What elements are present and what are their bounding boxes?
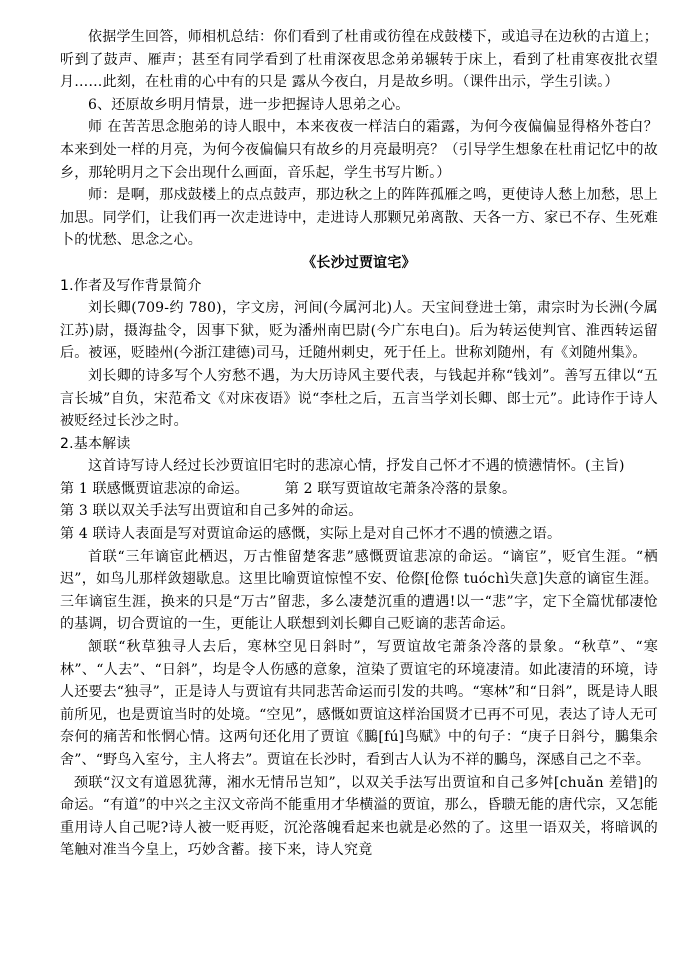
teacher-conclusion-paragraph: 师：是啊，那戍鼓楼上的点点鼓声，那边秋之上的阵阵孤雁之鸣，更使诗人愁上加愁，思上加思。同学们，让我们再一次走进诗中，走进诗人那颗兄弟离散、天各一方、家已不存、生死难卜的忧愁、思念之心。: [60, 187, 658, 249]
first-couplet-analysis: 首联“三年谪宦此栖迟，万古惟留楚客悲”感慨贾谊悲凉的命运。“谪宦”，贬官生涯。“栖迟”，如鸟儿那样敛翅歇息。这里比喻贾谊惊惶不安、伧傺[伧傺 tuóchì失意]失意的谪宦生涯。三年谪宦生涯，换来的只是“万古”留悲，多么凄楚沉重的遭遇!以一“悲”字，定下全篇忧郁凄怆的基调，切合贾谊的一生，更能让人联想到刘长卿自己贬谪的悲苦命运。: [60, 548, 658, 633]
step6-paragraph: 6、还原故乡明月情景，进一步把握诗人思弟之心。: [88, 96, 410, 113]
author-heading: 1.作者及写作背景简介: [60, 277, 202, 294]
couplet-3-summary: 第 3 联以双关手法写出贾谊和自己多舛的命运。: [60, 503, 363, 520]
author-style-paragraph: 刘长卿的诗多写个人穷愁不遇，为大历诗风主要代表，与钱起并称“钱刘”。善写五律以“五言长城”自负，宋范希文《对床夜语》说“李杜之后，五言当学刘长卿、郎士元”。此诗作于诗人被贬经过长沙之时。: [60, 367, 658, 430]
third-couplet-analysis: 颈联“汉文有道恩犹薄，湘水无情吊岂知”，以双关手法写出贾谊和自己多舛[chuǎn 差错]的命运。“有道”的中兴之主汉文帝尚不能重用才华横溢的贾谊，那么，昏聩无能的唐代宗，又怎能重用诗人自己呢?诗人被一贬再贬，沉沦落魄看起来也就是必然的了。这里一语双关，将暗讽的笔触对准当今皇上，巧妙含蓄。接下来，诗人究竟: [60, 774, 658, 859]
teacher-question-paragraph: 师 在苦苦思念胞弟的诗人眼中，本来夜夜一样洁白的霜露，为何今夜偏偏显得格外苍白？本来到处一样的月亮，为何今夜偏偏只有故乡的月亮最明亮？（引导学生想象在杜甫记忆中的故乡，那轮明月之下会出现什么画面，音乐起，学生书写片断。）: [60, 119, 658, 181]
couplet-4-summary: 第 4 联诗人表面是写对贾谊命运的感慨，实际上是对自己怀才不遇的愤懑之语。: [60, 526, 562, 543]
theme-label: (主旨): [585, 458, 625, 475]
couplet-line-1-2: [60, 478, 658, 501]
second-couplet-analysis: 颔联“秋草独寻人去后，寒林空见日斜时”，写贾谊故宅萧条冷落的景象。“秋草”、“寒林”、“人去”、“日斜”，均是令人伤感的意象，渲染了贾谊宅的环境凄清。如此凄清的环境，诗人还要去“独寻”，正是诗人与贾谊有共同悲苦命运而引发的共鸣。“寒林”和“日斜”，既是诗人眼前所见，也是贾谊当时的处境。“空见”，感慨如贾谊这样治国贤才已再不可见，表达了诗人无可奈何的痛苦和怅惘心情。这两句还化用了贾谊《鵩[fú]鸟赋》中的句子：“庚子日斜兮，鵩集余舍”、“野鸟入室兮，主人将去”。贾谊在长沙时，看到古人认为不祥的鵩鸟，深感自己之不幸。: [60, 639, 658, 768]
author-bio-paragraph: 刘长卿(709-约 780)，字文房，河间(今属河北)人。天宝间登进士第，肃宗时为长洲(今属江苏)尉，摄海盐令，因事下狱，贬为潘州南巴尉(今广东电白)。后为转运使判官、淮西转运留后。被诬，贬睦州(今浙江建德)司马，迁随州刺史，死于任上。世称刘随州，有《刘随州集》。: [60, 300, 658, 362]
couplet-2-summary: 第 2 联写贾谊故宅萧条冷落的景象。: [284, 480, 517, 497]
couplet-1-summary: 第 1 联感慨贾谊悲凉的命运。: [60, 480, 249, 497]
summary-paragraph: 依据学生回答，师相机总结：你们看到了杜甫或彷徨在戍鼓楼下，或追寻在边秋的古道上；听到了鼓声、雁声；甚至有同学看到了杜甫深夜思念弟弟辗转于床上，看到了杜甫寒夜批衣望月……此刻，在杜甫的心中有的只是 露从今夜白，月是故乡明。（课件出示，学生引读。）: [60, 29, 658, 91]
reading-heading: 2.基本解读: [60, 435, 131, 452]
section-title: 《长沙过贾谊宅》: [302, 254, 416, 271]
theme-text: 这首诗写诗人经过长沙贾谊旧宅时的悲凉心情，抒发自己怀才不遇的愤懑情怀。: [88, 458, 585, 475]
theme-paragraph: [60, 455, 658, 478]
document-page: [60, 26, 658, 862]
